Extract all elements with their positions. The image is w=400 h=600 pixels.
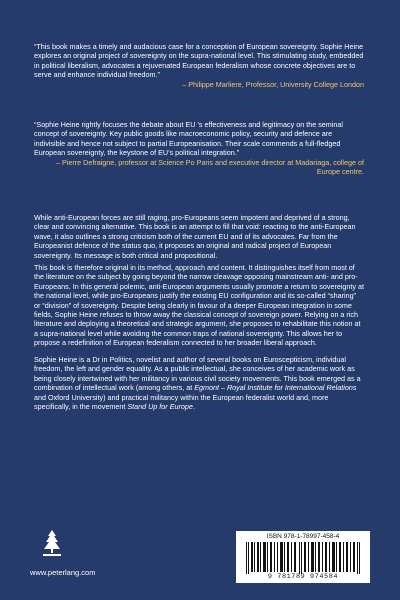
quote-attribution: – Pierre Defraigne, professor at Science Po Paris and executive director at Madariaga, college of Europe centre. (55, 157, 364, 177)
description-paragraph-2: This book is therefore original in its method, approach and content. It distinguishes itself from most of the literature on the subject by going beyond the narrow cleavage opposing mainstream anti- and pro-Europeans. In this general polemic, anti-European arguments usually promote a return to sovereignty at the national level, while pro-Europeans justify the existing EU configuration and its so-called “sharing” or “division” of sovereignty. Despite being clearly in favour of a deeper European integration in some fields, Sophie Heine refuses to throw away the classical concept of sovereign power. Relying on a rich literature and deploying a theoretical and strategic argument, she proposes to rehabilitate this notion at a supra-national level while avoiding the common traps of national sovereignty. This allows her to propose a redefinition of European federalism connected to her broader liberal approach. (34, 263, 365, 348)
endorsement-quote-1 (34, 42, 364, 89)
bio-text: . (192, 402, 195, 412)
bio-italic-movement: Stand Up for Europe (127, 402, 193, 412)
description-paragraph-1: While anti-European forces are still raging, pro-Europeans seem impotent and deprived of a strong, clear and convincing alternative. This book is an attempt to fill that void: reacting to the anti-European wave, it also outlines a strong criticism both of the current EU and of its advocates. Far from the Europeanist defence of the status quo, it proposes an original and radical project of European sovereignty. Its message is both critical and propositional. (34, 213, 356, 260)
author-bio (34, 355, 364, 414)
quote-text: “Sophie Heine rightly focuses the debate about EU ’s effectiveness and legitimacy on the seminal concept of sovereignty. Key public goods like macroeconomic policy, security and defence are indivisible and hence not subject to partial Europeanisation. Their scale commends a full-fledged European sovereignty, the keystone of EU’s political integration.” (34, 120, 343, 158)
bio-italic-institute: Egmont – Royal Institute for International Relations (194, 383, 357, 393)
barcode-icon (244, 542, 362, 574)
author-bio-paragraph (34, 355, 364, 411)
publisher-url[interactable]: www.peterlang.com (30, 568, 96, 577)
isbn-barcode-box (236, 531, 370, 583)
quote-attribution: – Philippe Marliere, Professor, University College London (182, 79, 364, 89)
isbn-label: ISBN 978-1-78997-458-4 (266, 533, 340, 540)
publisher-logo-icon (38, 528, 66, 562)
book-description (34, 213, 364, 351)
bio-text: and Oxford University) and practical militancy within the European federalist world and, more specifically, in the movement (34, 392, 329, 412)
endorsement-quote-2 (34, 120, 364, 176)
bio-text: Sophie Heine is a Dr in Politics, novelist and author of several books on Euroscepticism, individual freedom, the left and gender equality. As a public intellectual, she conceives of her academic work as being closely intertwined with her militancy in various civil society movements. This book emerged as a combination of intellectual work (among others, at (34, 355, 361, 393)
quote-text: “This book makes a timely and audacious case for a conception of European sovereignty. Sophie Heine explores an original project of sovereignty on the supra-national level. This stimulating study, embedded in political liberalism, advocates a rejuvenated European federalism whose concrete objectives are to serve and enhance individual freedom.” (34, 42, 364, 80)
barcode-number: 9 781789 974584 (267, 573, 339, 581)
